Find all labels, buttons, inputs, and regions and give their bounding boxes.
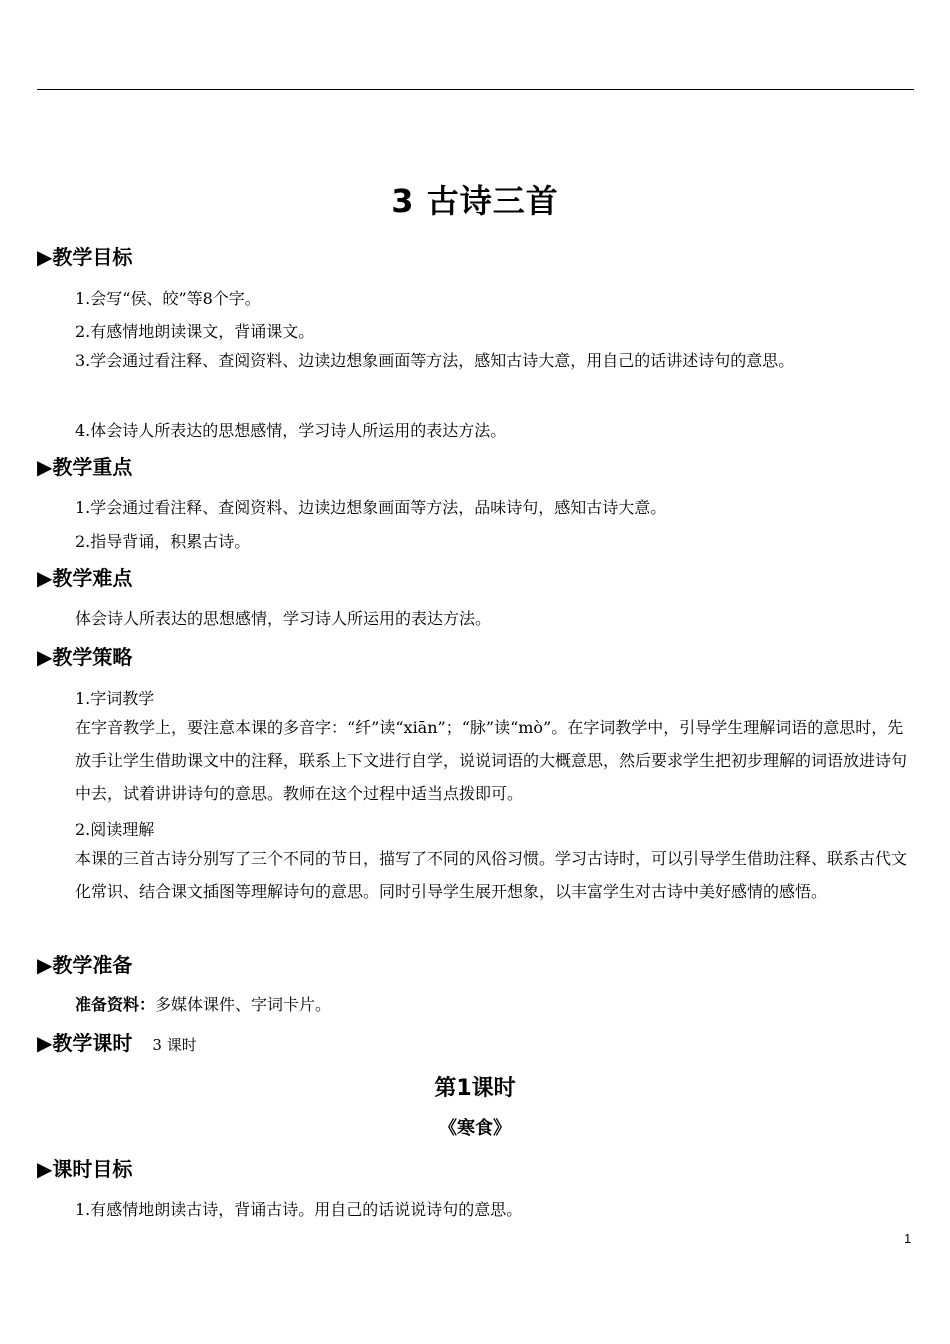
poem-title: 《寒食》 — [439, 1118, 511, 1139]
heading-difficulties: ▶教学难点 — [37, 566, 133, 590]
page-number: 1 — [904, 1231, 912, 1246]
goal-item-2: 2.有感情地朗读课文，背诵课文。 — [75, 322, 315, 341]
heading-preparation: ▶教学准备 — [37, 953, 133, 977]
heading-lesson-goals: ▶课时目标 — [37, 1157, 133, 1181]
hours-heading-label: ▶教学课时 — [37, 1031, 133, 1055]
lesson-goal-1: 1.有感情地朗读古诗，背诵古诗。用自己的话说说诗句的意思。 — [75, 1200, 523, 1219]
page-title: 3 古诗三首 — [391, 182, 559, 220]
heading-hours — [37, 1027, 197, 1056]
goal-item-4: 4.体会诗人所表达的思想感情，学习诗人所运用的表达方法。 — [75, 421, 507, 440]
strategy-paragraph-1: 在字音教学上，要注意本课的多音字：“纤”读“xiān”；“脉”读“mò”。在字词教学中，引导学生理解词语的意思时，先放手让学生借助课文中的注释，联系上下文进行自学，说说词语的大概意思，然后要求学生把初步理解的词语放进诗句中去，试着讲讲诗句的意思。教师在这个过程中适当点拨即可。 — [75, 718, 908, 803]
heading-key-points: ▶教学重点 — [37, 455, 133, 479]
strategy-sub-1: 1.字词教学 — [75, 689, 155, 708]
heading-teaching-goals: ▶教学目标 — [37, 245, 133, 269]
heading-strategy: ▶教学策略 — [37, 645, 133, 669]
lesson-title: 第1课时 — [434, 1076, 516, 1101]
goal-item-3: 3.学会通过看注释、查阅资料、边读边想象画面等方法，感知古诗大意，用自己的话讲述诗句的意思。 — [75, 351, 795, 370]
strategy-sub-2: 2.阅读理解 — [75, 820, 155, 839]
goal-item-1: 1.会写“侯、皎”等8个字。 — [75, 289, 261, 308]
key-point-2: 2.指导背诵，积累古诗。 — [75, 532, 251, 551]
preparation-text: 多媒体课件、字词卡片。 — [155, 995, 332, 1014]
key-point-1: 1.学会通过看注释、查阅资料、边读边想象画面等方法，品味诗句，感知古诗大意。 — [75, 498, 667, 517]
hours-value: 3 课时 — [152, 1036, 197, 1054]
strategy-paragraph-2: 本课的三首古诗分别写了三个不同的节日，描写了不同的风俗习惯。学习古诗时，可以引导学生借助注释、联系古代文化常识、结合课文插图等理解诗句的意思。同时引导学生展开想象，以丰富学生对古诗中美好感情的感悟。 — [75, 849, 908, 901]
difficulty-text: 体会诗人所表达的思想感情，学习诗人所运用的表达方法。 — [75, 609, 492, 628]
preparation-line — [75, 992, 331, 1015]
preparation-label: 准备资料： — [75, 995, 156, 1014]
header-rule — [37, 89, 914, 90]
